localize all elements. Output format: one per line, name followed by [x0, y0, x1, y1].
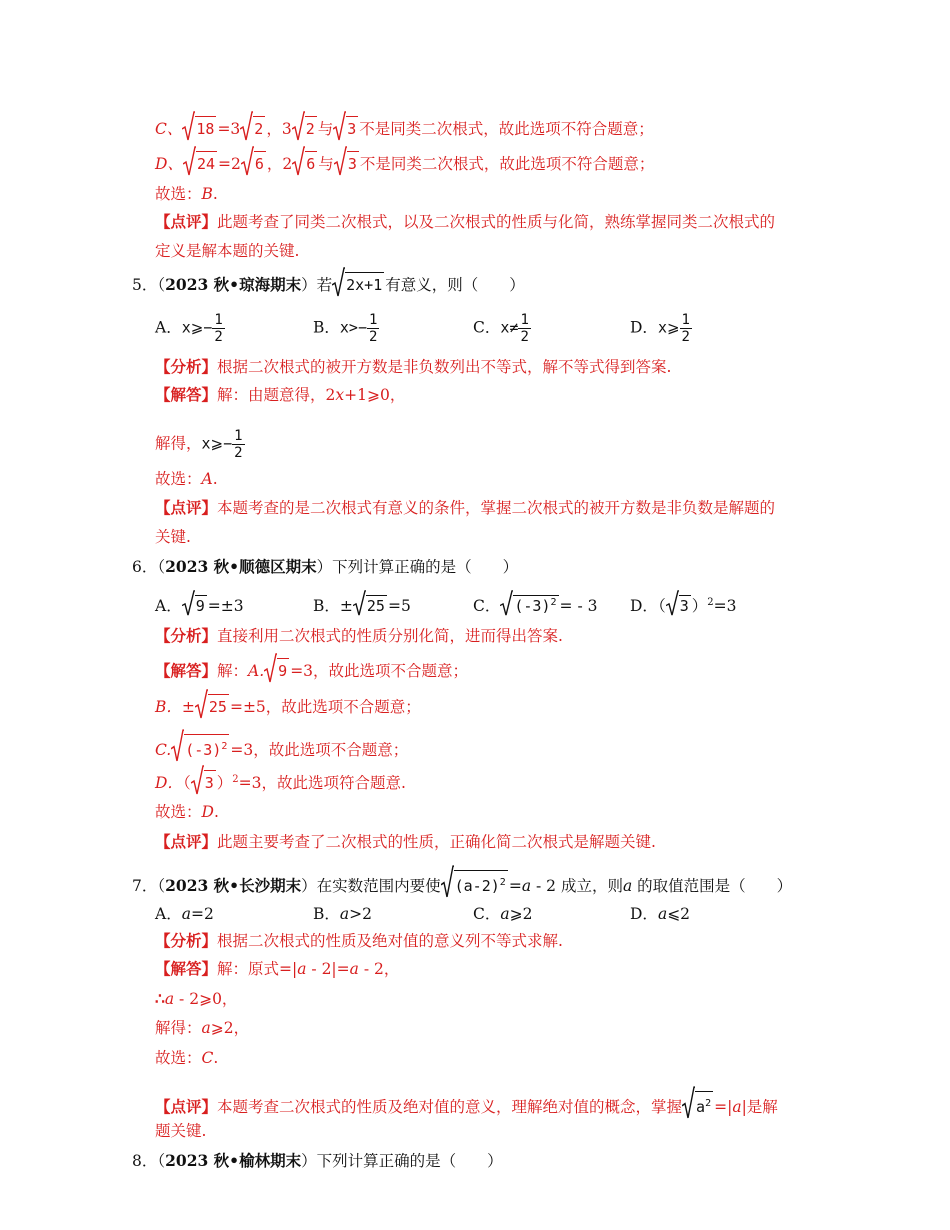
- sqrt-24: 24: [183, 151, 217, 175]
- q4-choose: 故选：B.: [155, 185, 218, 203]
- q6-solution-b: B．± 25 =±5，故此选项不合题意；: [155, 694, 421, 718]
- q5-solution-line-1: 【解答】解：由题意得，2x+1⩾0，: [155, 385, 406, 404]
- sqrt-2x-plus-1: 2x+1: [332, 272, 384, 296]
- q4-review-line-2: 定义是解本题的关键.: [155, 242, 300, 260]
- q7-analysis: 【分析】根据二次根式的性质及绝对值的意义列不等式求解.: [155, 931, 563, 950]
- q5-review-line-2: 关键.: [155, 528, 191, 546]
- q7-option-c: C．a⩾2: [473, 905, 533, 923]
- sqrt-2: 2: [292, 116, 317, 140]
- q7-option-d: D．a⩽2: [630, 905, 691, 923]
- sqrt-6: 6: [292, 151, 317, 175]
- q6-choose: 故选：D.: [155, 803, 219, 821]
- q7-solution-line-3: 解得：a⩾2，: [155, 1019, 250, 1037]
- q7-stem: 7．（2023 秋•长沙期末）在实数范围内要使 $(a-2)^2 =a - 2$ 成立，则a 的取值范围是（ ）: [132, 870, 792, 897]
- q6-option-d: D．（ 3 ）$^2$=3: [630, 594, 736, 616]
- sqrt-a-squared: $a^2$: [682, 1091, 713, 1118]
- sqrt-6: 6: [241, 151, 266, 175]
- q5-choose: 故选：A.: [155, 470, 218, 488]
- q5-option-d: D．x⩾ $\frac{1}{2}$: [630, 312, 690, 345]
- q6-option-c: C． $(-3)^2$ = - 3: [473, 594, 597, 616]
- q5-option-b: B．x>− $\frac{1}{2}$: [313, 312, 378, 345]
- option-label: C、: [155, 120, 183, 138]
- q4-review-line-1: 【点评】此题考查了同类二次根式，以及二次根式的性质与化简，熟练掌握同类二次根式的: [155, 212, 776, 231]
- q6-review: 【点评】此题主要考查了二次根式的性质，正确化简二次根式是解题关键.: [155, 832, 656, 851]
- q5-option-c: C．x≠ $\frac{1}{2}$: [473, 312, 529, 345]
- sqrt-3: 3: [333, 116, 358, 140]
- q7-review-line-1: 【点评】本题考查二次根式的性质及绝对值的意义，理解绝对值的概念，掌握 $a^2 =|a|$是解: [155, 1091, 778, 1118]
- q5-solution-line-2: 解得，x⩾− $\frac{1}{2}$: [155, 428, 243, 461]
- q6-analysis: 【分析】直接利用二次根式的性质分别化简，进而得出答案.: [155, 626, 563, 645]
- q6-option-a: A． 9 =±3: [155, 594, 244, 616]
- q6-solution-c: C. $(-3)^2 =3$，故此选项不合题意；: [155, 734, 408, 761]
- q4-option-d-explanation: D、 24 =2 6 ，2 6 与 3 不是同类二次根式，故此选项不符合题意；: [155, 151, 654, 175]
- q7-solution-line-1: 【解答】解：原式=|a - 2|=a - 2，: [155, 959, 400, 978]
- q7-option-b: B．a>2: [313, 905, 372, 923]
- sqrt-a-minus-2-squared: $(a-2)^2$: [441, 870, 508, 897]
- q7-review-line-2: 题关键.: [155, 1122, 207, 1140]
- q5-analysis: 【分析】根据二次根式的被开方数是非负数列出不等式，解不等式得到答案.: [155, 357, 672, 376]
- sqrt-18: 18: [182, 116, 216, 140]
- q4-option-c-explanation: C、 18 =3 2 ，3 2 与 3 不是同类二次根式，故此选项不符合题意；: [155, 116, 654, 140]
- sqrt-2: 2: [240, 116, 265, 140]
- q5-stem: 5．（2023 秋•琼海期末）若 2x+1 有意义，则（ ）: [132, 272, 525, 296]
- q5-review-line-1: 【点评】本题考查的是二次根式有意义的条件，掌握二次根式的被开方数是非负数是解题的: [155, 498, 776, 517]
- q7-choose: 故选：C.: [155, 1049, 219, 1067]
- sqrt-3: 3: [334, 151, 359, 175]
- q6-option-b: B．± 25 =5: [313, 594, 411, 616]
- q7-option-a: A．a=2: [155, 905, 214, 923]
- q5-option-a: A．x⩾− $\frac{1}{2}$: [155, 312, 223, 345]
- q6-solution-a: 【解答】解：A. 9 =3，故此选项不合题意；: [155, 658, 468, 682]
- q7-solution-line-2: ∴a - 2⩾0，: [155, 989, 238, 1008]
- q6-stem: 6．（2023 秋•顺德区期末）下列计算正确的是（ ）: [132, 557, 519, 576]
- q8-stem: 8．（2023 秋•榆林期末）下列计算正确的是（ ）: [132, 1151, 503, 1170]
- q6-solution-d: D．（ 3 ）$^2$=3，故此选项符合题意.: [155, 769, 406, 794]
